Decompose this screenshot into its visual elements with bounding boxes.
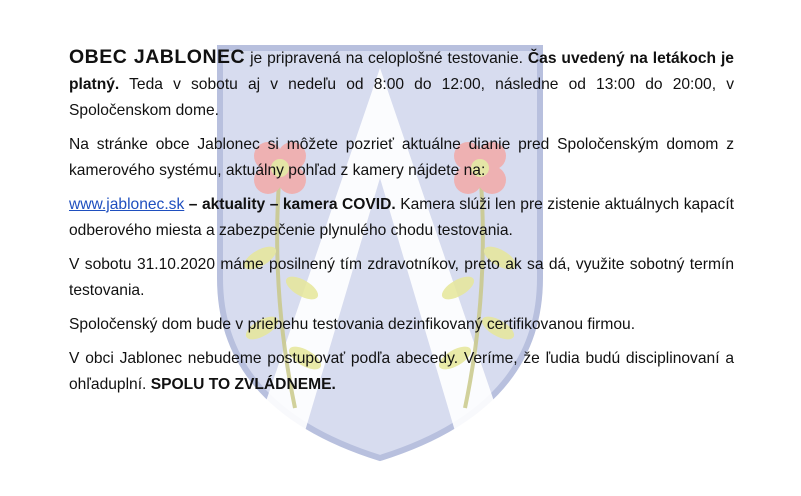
camera-path: – aktuality – kamera COVID. [184, 196, 396, 213]
camera-purpose-text: Kamera slúži len pre zistenie aktuálnych kapacít odberového miesta a zabezpečenie plynulého chodu testovania. [69, 196, 734, 239]
paragraph-saturday-staff: V sobotu 31.10.2020 máme posilnený tím zdravotníkov, preto ak sa dá, využite sobotný termín testovania. [69, 256, 734, 299]
intro-text: je pripravená na celoplošné testovanie. [245, 50, 528, 67]
announcement-document [69, 44, 734, 406]
closing-text: V obci Jablonec nebudeme postupovať podľa abecedy. Veríme, že ľudia budú disciplinovaní a ohľaduplní. [69, 350, 734, 393]
website-link[interactable]: www.jablonec.sk [69, 196, 185, 213]
paragraph-intro [69, 44, 734, 124]
paragraph-disinfection: Spoločenský dom bude v priebehu testovania dezinfikovaný certifikovanou firmou. [69, 316, 636, 333]
paragraph-closing [69, 346, 734, 398]
schedule-text: Teda v sobotu aj v nedeľu od 8:00 do 12:00, následne od 13:00 do 20:00, v Spoločenskom dome. [69, 76, 734, 119]
village-title: OBEC JABLONEC [69, 46, 246, 68]
paragraph-camera-link [69, 192, 734, 244]
leaflet-time-note: Čas uvedený na letákoch je platný. [69, 50, 734, 93]
paragraph-camera-info: Na stránke obce Jablonec si môžete pozrieť aktuálne dianie pred Spoločenským domom z kamerového systému, aktuálny pohľad z kamery nájdete na: [69, 136, 734, 179]
closing-slogan: SPOLU TO ZVLÁDNEME. [150, 376, 336, 393]
